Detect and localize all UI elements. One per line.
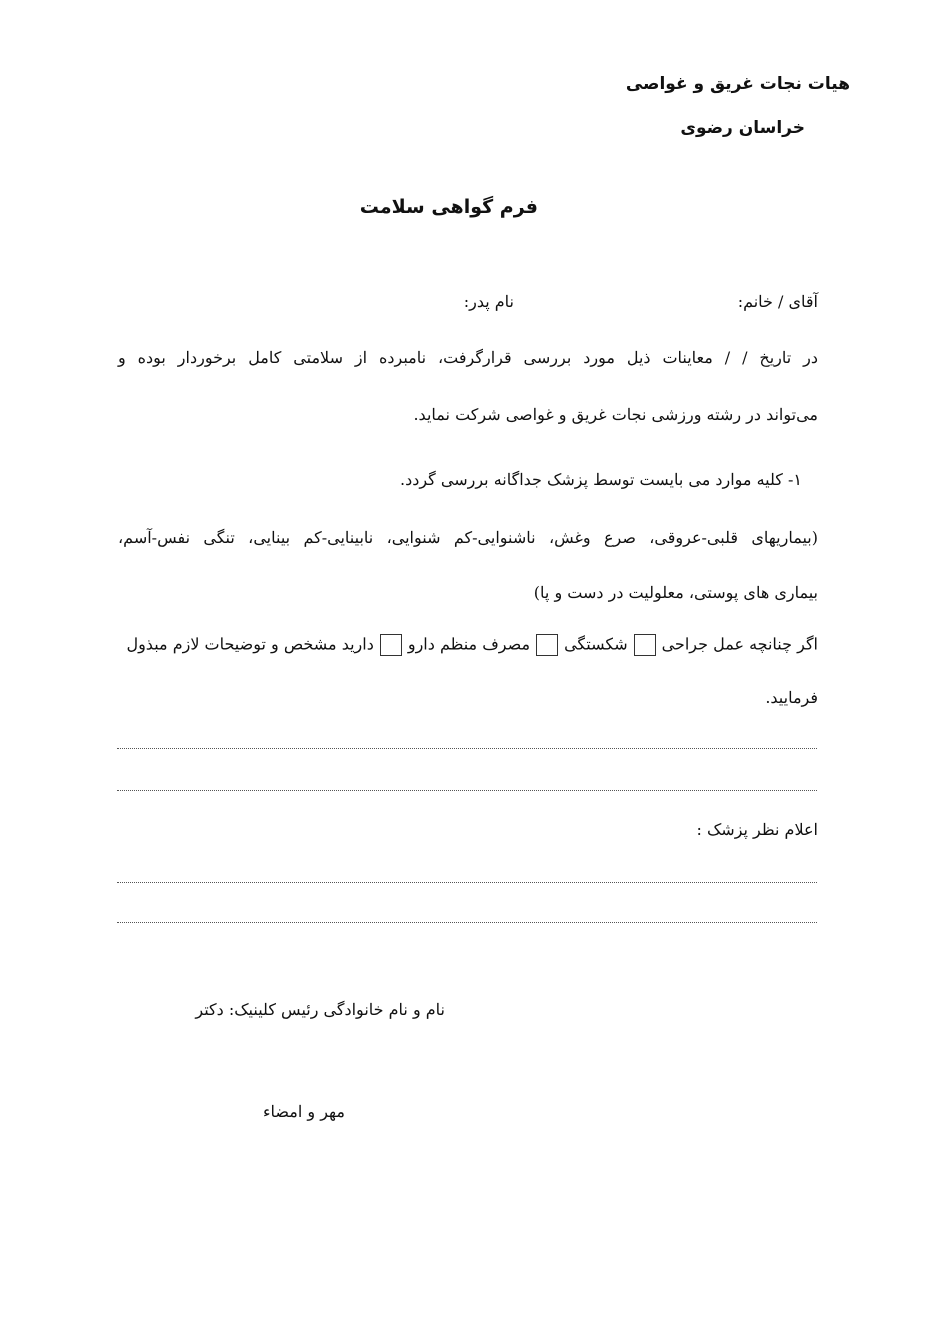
- exam-statement-line1: در تاریخ / / معاینات ذیل مورد بررسی قرارگرفت، نامبرده از سلامتی کامل برخوردار بوده و: [118, 348, 818, 367]
- explanation-line-1[interactable]: [117, 748, 817, 749]
- exam-statement-line2: می‌تواند در رشته ورزشی نجات غریق و غواصی شرکت نماید.: [413, 405, 818, 424]
- organization-name: هیات نجات غریق و غواصی: [625, 74, 850, 94]
- doctor-opinion-line-1[interactable]: [117, 882, 817, 883]
- conditions-line-end: فرمایید.: [765, 688, 818, 707]
- doctor-opinion-label: اعلام نظر پزشک :: [696, 820, 818, 839]
- condition-surgery-label: اگر چنانچه عمل جراحی: [661, 634, 818, 654]
- drug-use-checkbox[interactable]: [380, 634, 402, 656]
- clinic-head-name-label: نام و نام خانوادگی رئیس کلینیک: دکتر: [195, 1000, 445, 1019]
- form-title: فرم گواهی سلامت: [359, 196, 538, 218]
- conditions-instruction: دارید مشخص و توضیحات لازم مبذول: [126, 634, 374, 654]
- note-item-1: ۱- کلیه موارد می بایست توسط پزشک جداگانه بررسی گردد.: [399, 470, 802, 489]
- fracture-checkbox[interactable]: [536, 634, 558, 656]
- father-name-field-label: نام پدر:: [463, 292, 514, 311]
- diseases-list-line1: (بیماریهای قلبی-عروقی، صرع وغش، ناشنوایی-کم شنوایی، نابینایی-کم بینایی، تنگی نفس-آسم،: [118, 528, 818, 547]
- condition-drug-label: مصرف منظم دارو: [407, 634, 531, 654]
- organization-province: خراسان رضوی: [680, 118, 805, 138]
- surgery-checkbox[interactable]: [634, 634, 656, 656]
- doctor-opinion-line-2[interactable]: [117, 922, 817, 923]
- explanation-line-2[interactable]: [117, 790, 817, 791]
- name-field-label: آقای / خانم:: [737, 292, 818, 311]
- condition-fracture-label: شکستگی: [564, 634, 628, 654]
- diseases-list-line2: بیماری های پوستی، معلولیت در دست و پا): [533, 583, 818, 602]
- conditions-line: [126, 634, 818, 656]
- stamp-signature-label: مهر و امضاء: [263, 1102, 345, 1121]
